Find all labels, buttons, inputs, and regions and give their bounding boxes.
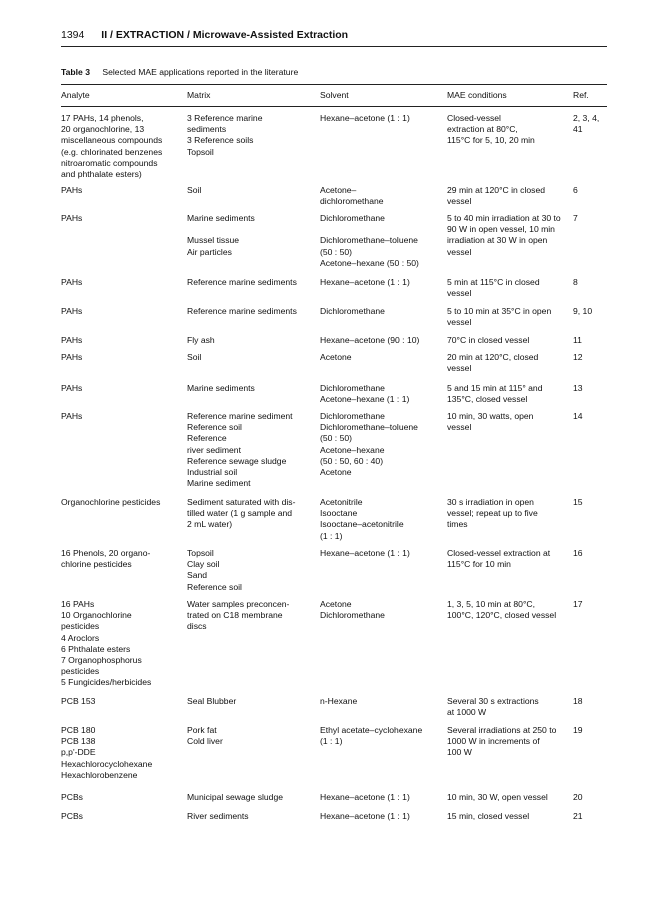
cell-solvent: Hexane–acetone (1 : 1) — [320, 792, 410, 802]
cell-conditions: 5 to 10 min at 35°C in open vessel — [447, 306, 552, 328]
cell-analyte: PAHs — [61, 277, 83, 287]
cell-conditions: 10 min, 30 W, open vessel — [447, 792, 548, 802]
cell-ref: 9, 10 — [573, 306, 593, 316]
cell-solvent: Hexane–acetone (1 : 1) — [320, 113, 410, 123]
cell-conditions: 30 s irradiation in open vessel; repeat up to five times — [447, 497, 538, 530]
cell-ref: 19 — [573, 725, 583, 735]
cell-conditions: Closed-vessel extraction at 80°C, 115°C for 5, 10, 20 min — [447, 113, 535, 146]
cell-analyte: PAHs — [61, 306, 83, 316]
cell-conditions: 15 min, closed vessel — [447, 811, 530, 821]
cell-conditions: 5 and 15 min at 115° and 135°C, closed vessel — [447, 383, 543, 405]
cell-solvent: Hexane–acetone (1 : 1) — [320, 548, 410, 558]
cell-ref: 18 — [573, 696, 583, 706]
cell-ref: 21 — [573, 811, 583, 821]
cell-conditions: Several irradiations at 250 to 1000 W in increments of 100 W — [447, 725, 557, 758]
column-header-analyte: Analyte — [61, 90, 90, 100]
table-caption-text: Selected MAE applications reported in the literature — [102, 67, 299, 77]
cell-conditions: Closed-vessel extraction at 115°C for 10 min — [447, 548, 551, 570]
cell-matrix: 3 Reference marine sediments 3 Reference soils Topsoil — [187, 113, 263, 157]
cell-solvent: Dichloromethane Dichloromethane–toluene (50 : 50) Acetone–hexane (50 : 50) — [320, 213, 419, 268]
cell-analyte: PAHs — [61, 411, 83, 421]
cell-conditions: 5 min at 115°C in closed vessel — [447, 277, 540, 299]
cell-matrix: River sediments — [187, 811, 249, 821]
cell-analyte: PCBs — [61, 811, 83, 821]
cell-ref: 16 — [573, 548, 583, 558]
cell-conditions: 10 min, 30 watts, open vessel — [447, 411, 534, 433]
running-title: II / EXTRACTION / Microwave-Assisted Extraction — [101, 29, 349, 41]
cell-matrix: Sediment saturated with dis- tilled water (1 g sample and 2 mL water) — [187, 497, 296, 530]
table-top-rule — [61, 84, 607, 85]
cell-analyte: PCB 153 — [61, 696, 96, 706]
cell-analyte: PAHs — [61, 335, 83, 345]
cell-matrix: Fly ash — [187, 335, 215, 345]
cell-matrix: Soil — [187, 185, 202, 195]
cell-conditions: 20 min at 120°C, closed vessel — [447, 352, 539, 374]
cell-analyte: PAHs — [61, 185, 83, 195]
cell-ref: 2, 3, 4, 41 — [573, 113, 600, 135]
cell-conditions: Several 30 s extractions at 1000 W — [447, 696, 539, 718]
cell-solvent: Dichloromethane Dichloromethane–toluene (50 : 50) Acetone–hexane (50 : 50, 60 : 40) Acetone — [320, 411, 418, 478]
column-header-solvent: Solvent — [320, 90, 349, 100]
cell-ref: 7 — [573, 213, 578, 223]
cell-solvent: Ethyl acetate–cyclohexane (1 : 1) — [320, 725, 423, 747]
running-header — [61, 29, 607, 47]
cell-ref: 6 — [573, 185, 578, 195]
cell-matrix: Water samples preconcen- trated on C18 membrane discs — [187, 599, 290, 632]
cell-ref: 20 — [573, 792, 583, 802]
cell-conditions: 70°C in closed vessel — [447, 335, 530, 345]
column-header-conditions: MAE conditions — [447, 90, 507, 100]
cell-analyte: PCBs — [61, 792, 83, 802]
cell-matrix: Marine sediments Mussel tissue Air particles — [187, 213, 255, 257]
cell-solvent: Acetone — [320, 352, 352, 362]
cell-matrix: Reference marine sediments — [187, 306, 297, 316]
cell-solvent: Acetone– dichloromethane — [320, 185, 384, 207]
cell-ref: 14 — [573, 411, 583, 421]
column-header-ref: Ref. — [573, 90, 589, 100]
cell-analyte: PAHs — [61, 213, 83, 223]
cell-ref: 11 — [573, 335, 582, 345]
cell-analyte: PCB 180 PCB 138 p,p'-DDE Hexachlorocyclohexane Hexachlorobenzene — [61, 725, 153, 780]
cell-conditions: 29 min at 120°C in closed vessel — [447, 185, 546, 207]
cell-solvent: Acetonitrile Isooctane Isooctane–acetonitrile (1 : 1) — [320, 497, 404, 541]
cell-ref: 13 — [573, 383, 583, 393]
cell-conditions: 1, 3, 5, 10 min at 80°C, 100°C, 120°C, closed vessel — [447, 599, 557, 621]
cell-ref: 17 — [573, 599, 583, 609]
page-number: 1394 — [61, 29, 85, 41]
cell-matrix: Reference marine sediment Reference soil Reference river sediment Reference sewage sludge Industrial soil Marine sediment — [187, 411, 293, 489]
cell-ref: 15 — [573, 497, 583, 507]
table-caption — [61, 67, 298, 77]
cell-matrix: Marine sediments — [187, 383, 255, 393]
cell-matrix: Pork fat Cold liver — [187, 725, 223, 747]
cell-matrix: Seal Blubber — [187, 696, 237, 706]
cell-matrix: Soil — [187, 352, 202, 362]
cell-conditions: 5 to 40 min irradiation at 30 to 90 W in open vessel, 10 min irradiation at 30 W in open vessel — [447, 213, 561, 257]
cell-solvent: Acetone Dichloromethane — [320, 599, 385, 621]
cell-analyte: PAHs — [61, 383, 83, 393]
cell-analyte: 16 Phenols, 20 organo- chlorine pesticides — [61, 548, 151, 570]
table-label: Table 3 — [61, 67, 90, 77]
cell-solvent: Dichloromethane — [320, 306, 385, 316]
cell-solvent: Hexane–acetone (1 : 1) — [320, 811, 410, 821]
cell-ref: 8 — [573, 277, 578, 287]
table-header-rule — [61, 106, 607, 107]
column-header-matrix: Matrix — [187, 90, 211, 100]
cell-ref: 12 — [573, 352, 583, 362]
cell-solvent: Hexane–acetone (1 : 1) — [320, 277, 410, 287]
cell-solvent: Dichloromethane Acetone–hexane (1 : 1) — [320, 383, 410, 405]
cell-analyte: PAHs — [61, 352, 83, 362]
cell-solvent: Hexane–acetone (90 : 10) — [320, 335, 420, 345]
cell-solvent: n-Hexane — [320, 696, 358, 706]
cell-analyte: 16 PAHs 10 Organochlorine pesticides 4 Aroclors 6 Phthalate esters 7 Organophosphorus pesticides 5 Fungicides/herbicides — [61, 599, 152, 688]
cell-matrix: Reference marine sediments — [187, 277, 297, 287]
cell-matrix: Topsoil Clay soil Sand Reference soil — [187, 548, 242, 592]
cell-analyte: Organochlorine pesticides — [61, 497, 161, 507]
cell-analyte: 17 PAHs, 14 phenols, 20 organochlorine, 13 miscellaneous compounds (e.g. chlorinated benzenes nitroaromatic compounds and phthalate esters) — [61, 113, 163, 180]
cell-matrix: Municipal sewage sludge — [187, 792, 284, 802]
